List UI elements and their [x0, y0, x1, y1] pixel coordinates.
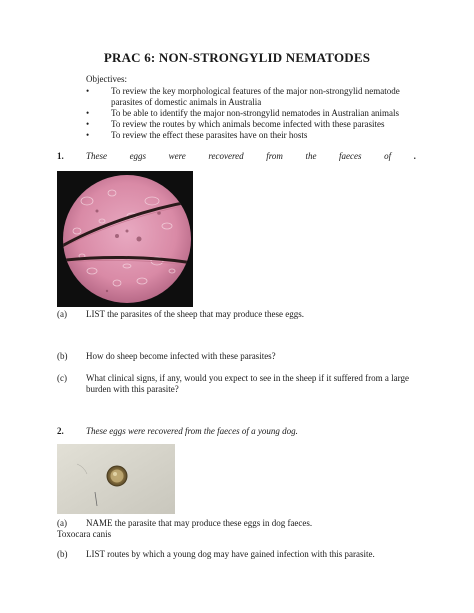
micrograph-dog-egg-image: [57, 444, 175, 514]
question-2-statement: These eggs were recovered from the faeces of a young dog.: [86, 426, 298, 436]
question-2b-label: (b): [57, 549, 68, 559]
question-2a-answer: Toxocara canis: [57, 529, 112, 539]
question-2a-text: NAME the parasite that may produce these eggs in dog faeces.: [86, 518, 313, 528]
question-2-number: 2.: [57, 426, 64, 436]
objective-item: • To review the key morphological features of the major non-strongylid nematode parasites of domestic animals in Australia: [86, 86, 400, 107]
objective-item: • To be able to identify the major non-strongylid nematodes in Australian animals: [86, 108, 400, 118]
question-1a-text: LIST the parasites of the sheep that may produce these eggs.: [86, 309, 305, 319]
micrograph-dog-egg: [57, 444, 175, 514]
question-1a-label: (a): [57, 309, 67, 319]
objectives-heading: Objectives:: [86, 74, 127, 84]
micrograph-sheep-eggs-image: [57, 171, 193, 307]
question-1c-text: What clinical signs, if any, would you expect to see in the sheep if it suffered from a large burden with this parasite?: [86, 373, 409, 394]
bullet: •: [86, 86, 90, 96]
bullet: •: [86, 119, 90, 129]
question-2a-label: (a): [57, 518, 67, 528]
objectives-list: [86, 86, 426, 141]
bullet: •: [86, 108, 90, 118]
question-1-statement: These eggs were recovered from the faeces of .: [86, 151, 416, 161]
objective-item: • To review the effect these parasites have on their hosts: [86, 130, 308, 140]
page-title: PRAC 6: NON-STRONGYLID NEMATODES: [103, 50, 371, 65]
question-1-number: 1.: [57, 151, 64, 161]
question-1b-text: How do sheep become infected with these parasites?: [86, 351, 276, 361]
micrograph-sheep-eggs: [57, 171, 193, 307]
objective-item: • To review the routes by which animals become infected with these parasites: [86, 119, 385, 129]
bullet: •: [86, 130, 90, 140]
question-2b-text: LIST routes by which a young dog may have gained infection with this parasite.: [86, 549, 375, 559]
question-1b-label: (b): [57, 351, 68, 361]
question-1c-label: (c): [57, 373, 67, 383]
